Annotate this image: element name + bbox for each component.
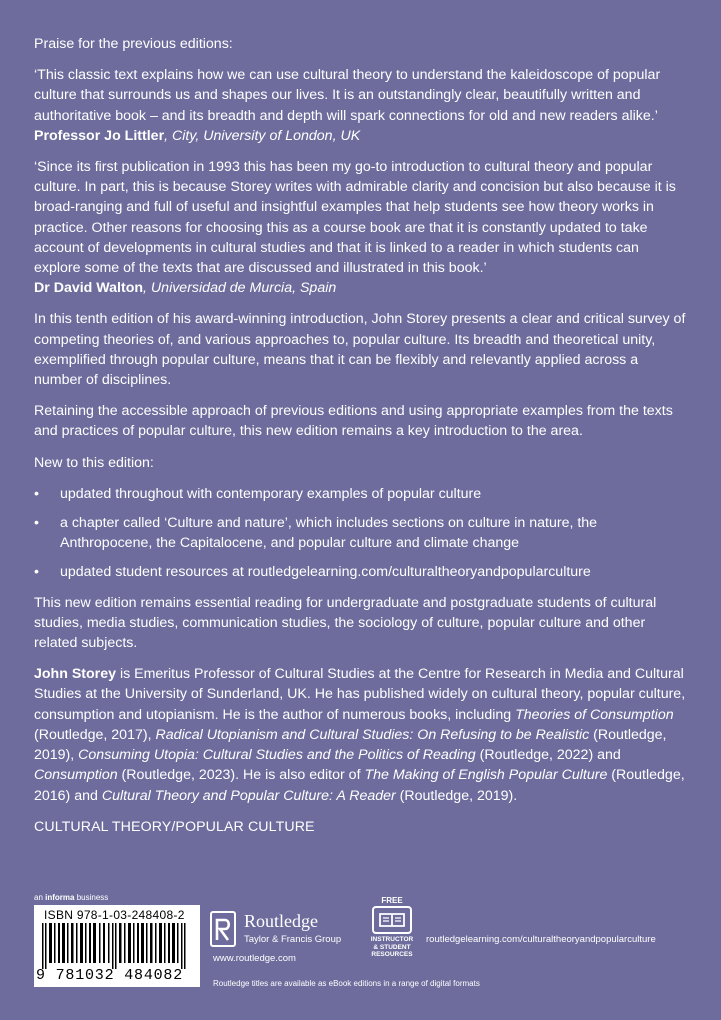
- isbn-number: ISBN 978-1-03-248408-2: [44, 908, 185, 922]
- bio-text: (Routledge, 2019).: [395, 787, 518, 804]
- bio-text: (Routledge, 2019),: [34, 726, 667, 764]
- list-item-text: a chapter called ‘Culture and nature’, which includes sections on culture in nature, the Anthropocene, the Capitalocene, and popular culture and climate change: [60, 515, 598, 552]
- free-resources-badge: [364, 896, 420, 968]
- publisher-name: Routledge: [244, 911, 318, 931]
- informa-tag: [34, 893, 108, 902]
- isbn-barcode: [34, 905, 200, 987]
- bullet-icon: •: [34, 515, 39, 532]
- book-title: Radical Utopianism and Cultural Studies: On Refusing to be Realistic: [155, 726, 590, 743]
- author-name: John Storey: [34, 666, 116, 683]
- quote-1: ‘This classic text explains how we can use cultural theory to understand the kaleidoscope of popular culture that surrounds us and shapes our lives. It is an outstandingly clear, beautifully written and authoritative book – and its breadth and depth will spark connections for old and new readers alike.’: [34, 67, 661, 124]
- praise-heading: Praise for the previous editions:: [34, 36, 233, 52]
- barcode-digits: 9 781032 484082: [36, 967, 184, 984]
- intro-paragraph-2: Retaining the accessible approach of previous editions and using appropriate examples from the texts and practices of popular culture, this new edition remains a key introduction to the area.: [34, 403, 673, 440]
- bullet-icon: •: [34, 485, 39, 502]
- quote-1-attribution: [34, 126, 686, 146]
- list-item: [34, 562, 686, 582]
- bio-text: is Emeritus Professor of Cultural Studies at the Centre for Research in Media and Cultural Studies at the University of Sunderland, UK. He has published widely on cultural theory, popular culture, consumption and utopianism. He is the author of numerous books, including: [34, 666, 686, 723]
- bio-text: (Routledge, 2023). He is also editor of: [117, 767, 365, 784]
- book-title: Consuming Utopia: Cultural Studies and the Politics of Reading: [78, 747, 476, 764]
- informa-suffix: business: [74, 893, 109, 902]
- book-title: Consumption: [34, 767, 118, 784]
- badge-line: & STUDENT: [373, 943, 411, 951]
- subject-category: CULTURAL THEORY/POPULAR CULTURE: [34, 818, 315, 835]
- book-title: The Making of English Popular Culture: [364, 767, 608, 784]
- routledge-logo-icon: [210, 910, 240, 950]
- badge-line: RESOURCES: [371, 951, 413, 958]
- informa-prefix: an: [34, 893, 46, 902]
- new-edition-list: [34, 484, 686, 583]
- book-title: Cultural Theory and Popular Culture: A Reader: [101, 787, 396, 804]
- bullet-icon: •: [34, 564, 39, 581]
- list-item: [34, 513, 686, 553]
- quote-2: ‘Since its first publication in 1993 this has been my go-to introduction to cultural theory and popular culture. In part, this is because Storey writes with admirable clarity and concision but also because it is broad-ranging and full of useful and insightful examples that help students see how theory works in practice. Other reasons for choosing this as a course book are that it is constantly updated to take account of developments in cultural studies and that it is linked to a reader in which students can explore some of the texts that are discussed and illustrated in this book.’: [34, 159, 676, 277]
- resource-url[interactable]: routledgelearning.com/culturaltheoryandpopularculture: [426, 934, 656, 945]
- bio-text: (Routledge, 2022) and: [475, 747, 621, 764]
- ebook-note: Routledge titles are available as eBook editions in a range of digital formats: [213, 979, 480, 988]
- badge-line: INSTRUCTOR: [370, 936, 414, 943]
- list-item: [34, 484, 686, 504]
- badge-text: [364, 936, 420, 959]
- quote-2-attribution: [34, 278, 686, 298]
- publisher-group: Taylor & Francis Group: [244, 934, 342, 945]
- book-stack-icon: [372, 906, 412, 934]
- list-item-text: updated student resources at routledgelearning.com/culturaltheoryandpopularculture: [60, 564, 591, 581]
- list-item-text: updated throughout with contemporary examples of popular culture: [60, 485, 482, 502]
- bio-text: (Routledge, 2017),: [34, 726, 156, 743]
- intro-paragraph-1: In this tenth edition of his award-winning introduction, John Storey presents a clear and critical survey of competing theories of, and various approaches to, popular culture. Its breadth and theoretical unity, exemplified through popular culture, means that it can be flexibly and relevantly applied across a number of disciplines.: [34, 311, 686, 389]
- quote-2-author: Dr David Walton: [34, 280, 144, 297]
- free-label: FREE: [381, 896, 403, 905]
- book-title: Theories of Consumption: [515, 706, 674, 723]
- bio-text: (Routledge, 2016) and: [34, 767, 685, 804]
- audience-paragraph: This new edition remains essential reading for undergraduate and postgraduate students of cultural studies, media studies, communication studies, the sociology of culture, popular culture and other related subjects.: [34, 594, 657, 652]
- quote-2-affiliation: , Universidad de Murcia, Spain: [143, 280, 337, 297]
- author-bio: [34, 664, 686, 805]
- barcode-icon: [42, 923, 192, 969]
- back-cover-text: [34, 34, 686, 848]
- publisher-url[interactable]: www.routledge.com: [213, 953, 296, 964]
- quote-1-affiliation: , City, University of London, UK: [164, 127, 361, 144]
- informa-brand: informa: [45, 893, 75, 902]
- new-edition-heading: New to this edition:: [34, 454, 154, 471]
- quote-1-author: Professor Jo Littler: [34, 127, 165, 144]
